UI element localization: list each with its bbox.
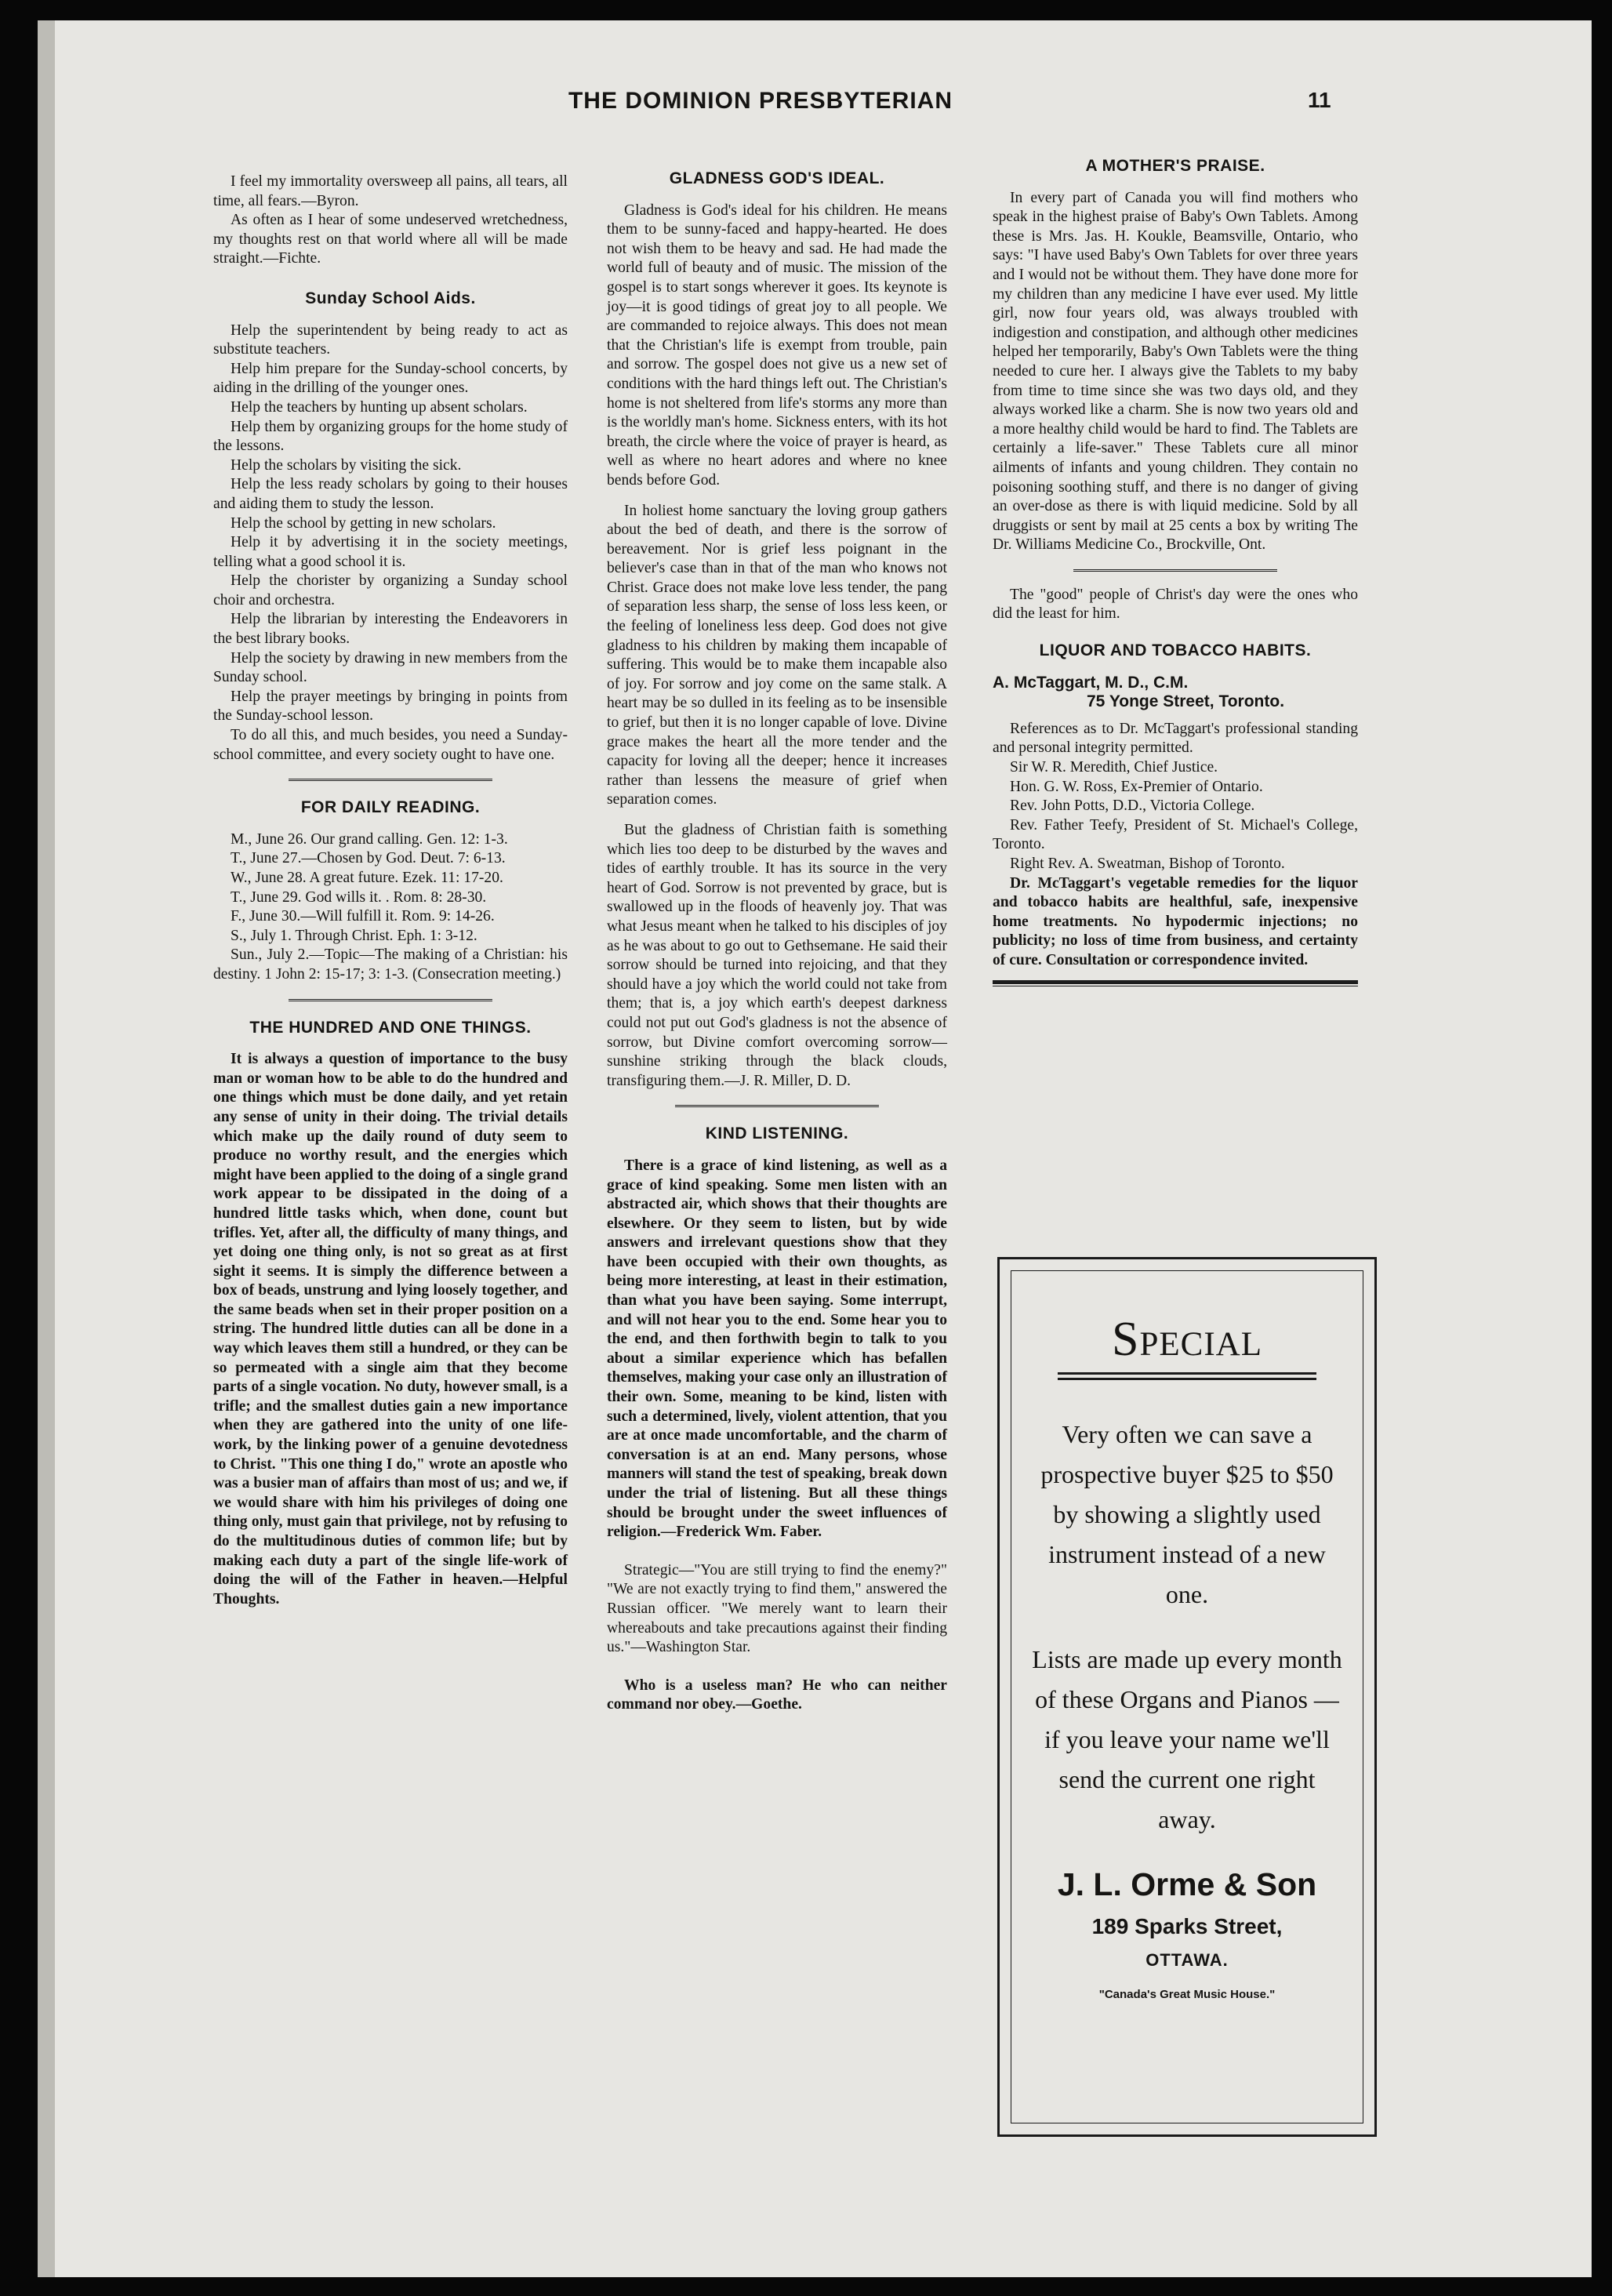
daily-reading-heading: FOR DAILY READING. [300, 798, 481, 817]
doctor-name: A. McTaggart, M. D., C.M. [993, 673, 1189, 692]
list-item: Help it by advertising it in the society meetings, telling what a good school it is. [213, 534, 568, 570]
liquor-tobacco-heading: LIQUOR AND TOBACCO HABITS. [1039, 641, 1312, 660]
list-item: Help the society by drawing in new members from the Sunday school. [213, 649, 568, 686]
hundred-things-body: It is always a question of importance to the busy man or woman how to be able to do the hundred and one things which must be done daily, and yet retain any sense of unity in their doing. The trivial details which make up the daily round of duty seem to produce no worthy result, and the energies which might have been applied to the doing of a single grand work appear to be dissipated in the doing of a hundred little tasks which, when done, count but trifles. Yet, after all, the difficulty of many things, and yet doing one thing only, is not so great as at first sight it seems. It is simply the difference between a box of beads, unstrung and lying loosely together, and the same beads when set in their proper position on a string. The hundred little duties can all be done in a way which leaves them still a hundred, or they can be so permeated with a single aim that they become parts of a single vocation. No duty, however small, is a trifle; and the smallest duties gain a new importance when they are gathered into the unity of one life-work, by the linking power of a genuine devotedness to Christ. "This one thing I do," wrote an apostle who was a busier man of affairs than most of us; and we, if we would share with him his privileges of doing one thing only, must gain that privilege, not by refusing to do the multitudinous duties of common life; but by making each duty a part of the single life-work of doing the will of the Father in heaven.—Helpful Thoughts. [213, 1051, 568, 1608]
column-1 [213, 173, 568, 1609]
gladness-paragraph: In holiest home sanctuary the loving group gathers about the bed of death, and there is the sorrow of bereavement. Nor is grief less poignant in the believer's case than in that of the man who knows not Christ. Grace does not make love less tender, the pang of separation less sharp, the sense of loss less keen, or the feeling of loneliness less deep. God does not give gladness to his children by making them incapable of suffering. This would be to make them incapable also of joy. For sorrow and joy come on the same stalk. A heart may be so dulled in its feeling as to be insensible to grief, but then it is no longer capable of love. Divine grace makes the heart all the more tender and the capacity for loving all the deeper; hence it increases rather than lessens the measure of grief when separation comes. [607, 502, 947, 808]
list-item: W., June 28. A great future. Ezek. 11: 17-20. [231, 870, 503, 886]
list-item: Sun., July 2.—Topic—The making of a Christian: his destiny. 1 John 2: 15-17; 3: 1-3. (Consecration meeting.) [213, 946, 568, 983]
list-item: Rev. Father Teefy, President of St. Michael's College, Toronto. [993, 816, 1358, 853]
fichte-quote: As often as I hear of some undeserved wretchedness, my thoughts rest on that world where all will be made straight.—Fichte. [213, 212, 568, 267]
section-divider [675, 1105, 879, 1107]
firm-street: 189 Sparks Street, [1091, 1914, 1283, 1938]
list-item: Rev. John Potts, D.D., Victoria College. [1010, 797, 1255, 815]
list-item: Sir W. R. Meredith, Chief Justice. [1010, 759, 1218, 776]
mothers-praise-heading: A MOTHER'S PRAISE. [1085, 157, 1265, 175]
strategic-anecdote: Strategic—"You are still trying to find the enemy?" "We are not exactly trying to find them," answered the Russian officer. "We merely want to learn their whereabouts and take precautions against their finding us."—Washington Star. [607, 1561, 947, 1656]
special-advertisement [997, 1257, 1377, 2137]
list-item: T., June 27.—Chosen by God. Deut. 7: 6-13. [231, 850, 506, 867]
firm-slogan: "Canada's Great Music House." [1098, 1988, 1276, 2001]
newspaper-title: THE DOMINION PRESBYTERIAN [568, 88, 953, 114]
special-lists-text: Lists are made up every month of these Organs and Pianos — if you leave your name we'll send the current one right away. [1032, 1645, 1342, 1833]
list-item: Help the librarian by interesting the Endeavorers in the best library books. [213, 611, 568, 648]
list-item: F., June 30.—Will fulfill it. Rom. 9: 14-26. [231, 908, 495, 925]
column-3 [993, 157, 1358, 986]
sunday-school-aids-heading: Sunday School Aids. [305, 289, 476, 307]
column-2 [607, 166, 947, 1715]
section-divider [1073, 569, 1277, 572]
doctor-address: 75 Yonge Street, Toronto. [1087, 692, 1285, 711]
list-item: Help the less ready scholars by going to their houses and aiding them to study the lesson. [213, 476, 568, 512]
list-item: Help them by organizing groups for the home study of the lessons. [213, 418, 568, 455]
kind-listening-heading: KIND LISTENING. [705, 1124, 849, 1143]
gladness-heading: GLADNESS GOD'S IDEAL. [669, 169, 885, 187]
list-item: Dr. McTaggart's vegetable remedies for the liquor and tobacco habits are healthful, safe, inexpensive home treatments. No hypodermic injections; no publicity; no loss of time from business, and certainty of cure. Consultation or correspondence invited. [993, 874, 1358, 968]
list-item: Help the scholars by visiting the sick. [231, 456, 462, 474]
list-item: References as to Dr. McTaggart's professional standing and personal integrity permitted. [993, 720, 1358, 757]
list-item: M., June 26. Our grand calling. Gen. 12: 1-3. [231, 830, 508, 848]
list-item: Help him prepare for the Sunday-school concerts, by aiding in the drilling of the younger ones. [213, 360, 568, 397]
firm-name: J. L. Orme & Son [1057, 1866, 1317, 1902]
list-item: S., July 1. Through Christ. Eph. 1: 3-12. [231, 927, 477, 944]
byron-quote: I feel my immortality oversweep all pains, all tears, all time, all fears.—Byron. [213, 173, 568, 209]
sunday-school-aids-list [213, 322, 568, 765]
section-divider [289, 999, 492, 1001]
section-divider [289, 779, 492, 781]
advertisement-divider [993, 980, 1358, 986]
goethe-quote: Who is a useless man? He who can neither command nor obey.—Goethe. [607, 1677, 947, 1713]
list-item: Help the school by getting in new scholars. [231, 514, 496, 532]
list-item: Help the chorister by organizing a Sunday school choir and orchestra. [213, 572, 568, 609]
daily-reading-list [213, 830, 568, 985]
mctaggart-advertisement [993, 674, 1358, 971]
list-item: Hon. G. W. Ross, Ex-Premier of Ontario. [1010, 778, 1263, 795]
page-number: 11 [1308, 88, 1331, 112]
list-item: Right Rev. A. Sweatman, Bishop of Toronto. [1010, 856, 1285, 872]
hundred-things-heading: THE HUNDRED AND ONE THINGS. [249, 1018, 532, 1037]
good-people-quote: The "good" people of Christ's day were the ones who did the least for him. [993, 586, 1358, 623]
list-item: Help the teachers by hunting up absent scholars. [231, 398, 528, 416]
list-item: T., June 29. God wills it. . Rom. 8: 28-30. [231, 888, 487, 906]
page-spine-edge [38, 20, 55, 2277]
list-item: Help the superintendent by being ready to act as substitute teachers. [213, 322, 568, 358]
title-double-rule [1058, 1372, 1316, 1380]
kind-listening-body: There is a grace of kind listening, as well as a grace of kind speaking. Some men listen with an abstracted air, which shows that their thoughts are elsewhere. Or they seem to listen, but by wide answers and irrelevant questions show that they have been occupied with their own thoughts, as being more interesting, at least in their estimation, than what you have been saying. Some interrupt, and will not hear you to the end. Some hear you to the end, and then forthwith begin to talk to you about a similar experience which has befallen themselves, making your case only an illustration of their own. Some, meaning to be kind, listen with such a determined, lively, violent attention, that you are at once made uncomfortable, and the charm of conversation is at an end. Many persons, whose manners will stand the test of speaking, break down under the trial of listening. But all these things should be brought under the sweet influences of religion.—Frederick Wm. Faber. [607, 1157, 947, 1541]
list-item: Help the prayer meetings by bringing in points from the Sunday-school lesson. [213, 688, 568, 725]
advertisement-inner-border [1011, 1270, 1363, 2123]
list-item: To do all this, and much besides, you need a Sunday-school committee, and every society ought to have one. [213, 727, 568, 763]
mothers-praise-body: In every part of Canada you will find mothers who speak in the highest praise of Baby's Own Tablets. Among these is Mrs. Jas. H. Koukle, Beamsville, Ontario, who says: "I have used Baby's Own Tablets for over three years and I would not be without them. They have done more for my children than any medicine I have ever used. My little girl, now four years old, was always troubled with indigestion and constipation, and although other medicines helped her temporarily, Baby's Own Tablets were the thing needed to cure her. I always give the Tablets to my baby from time to time since she was two days old, and they always worked like a charm. She is now two years old and a more healthy child would be hard to find. The Tablets are certainly a life-saver." These Tablets cure all minor ailments of infants and young children. They contain no poisoning soothing stuff, and there is no danger of giving an over-dose as there is with liquid medicine. Sold by all druggists or sent by mail at 25 cents a box by writing The Dr. Williams Medicine Co., Brockville, Ont. [993, 189, 1358, 554]
special-title: Special [1112, 1313, 1262, 1366]
gladness-paragraph: But the gladness of Christian faith is something which lies too deep to be disturbed by the waves and tides of earthly trouble. It has its source in the very heart of God. Sorrow is not prevented by grace, but is swallowed up in the floods of heavenly joy. That was what Jesus meant when he talked to his disciples of joy as he was about to go out to Gethsemane. He said their sorrow should be turned into rejoicing, and that they should have a joy which the world could not take from them; that is, a joy which earth's deepest darkness could not put out God's gladness is not the absence of sorrow, but Divine comfort overcoming sorrow—sunshine striking through the black clouds, transfiguring them.—J. R. Miller, D. D. [607, 822, 947, 1089]
gladness-paragraph: Gladness is God's ideal for his children. He means them to be sunny-faced and happy-hearted. He does not wish them to be heavy and sad. He had made the world full of beauty and of music. The mission of the gospel is to start songs wherever it goes. Its keynote is joy—it is good tidings of great joy to all people. We are commanded to rejoice always. This does not mean that the Christian's life is exempt from trouble, pain and sorrow. The gospel does not give us a new set of conditions with the hard things left out. The Christian's home is not sheltered from life's storms any more than is the worldly man's home. Sickness enters, with its hot breath, the circle where the voice of prayer is heard, as well as where no heart adores and where no knee bends before God. [607, 202, 948, 489]
firm-city: OTTAWA. [1145, 1950, 1229, 1970]
special-offer-text: Very often we can save a prospective buyer $25 to $50 by showing a slightly used instrument instead of a new one. [1040, 1420, 1334, 1608]
